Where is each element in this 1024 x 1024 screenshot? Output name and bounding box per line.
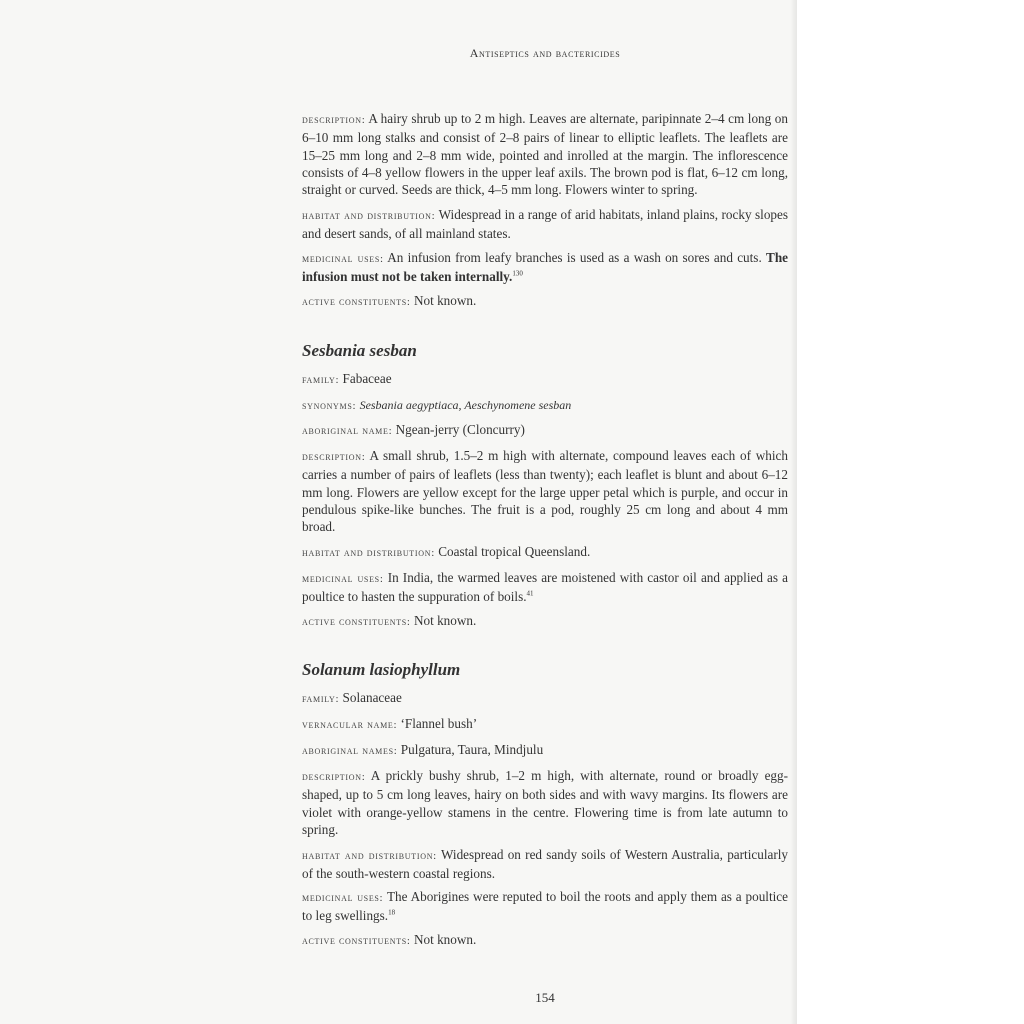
habitat-text: Coastal tropical Queensland. [438,544,591,559]
uses-label: medicinal uses: [302,253,384,265]
constituents-text: Not known. [414,613,477,628]
solanum-aboriginal-names [302,741,788,760]
sesbania-constituents [302,612,788,631]
solanum-description [302,767,788,838]
vernacular-label: vernacular name: [302,719,398,731]
vernacular-text: ‘Flannel bush’ [400,716,478,731]
family-label: family: [302,693,340,705]
family-label: family: [302,374,340,386]
page-margin-background [797,0,1024,1024]
habitat-label: habitat and distribution: [302,850,437,862]
constituents-label: active constituents: [302,616,411,628]
top-entry-habitat [302,206,788,243]
aboriginal-text: Ngean-jerry (Cloncurry) [395,422,525,437]
sesbania-description [302,447,788,535]
description-text: A small shrub, 1.5–2 m high with alternate, compound leaves each of which carries a number of pairs of leaflets (less than twenty); each leaflet is blunt and about 6–12 mm long. Flowers are yellow except for the large upper petal which is purple, and occur in pendulous spike-like bunches. The fruit is a pod, roughly 25 cm long and about 4 mm broad. [302,448,788,535]
description-label: description: [302,451,366,463]
solanum-vernacular-name [302,715,788,734]
habitat-label: habitat and distribution: [302,210,436,222]
footnote-ref: 41 [526,589,534,598]
description-label: description: [302,771,366,783]
description-label: description: [302,114,366,126]
species-heading-solanum: Solanum lasiophyllum [302,660,461,679]
constituents-text: Not known. [414,293,477,308]
solanum-family [302,689,788,708]
footnote-ref: 18 [388,908,396,917]
description-text: A hairy shrub up to 2 m high. Leaves are alternate, paripinnate 2–4 cm long on 6–10 mm long stalks and consist of 2–8 pairs of linear to elliptic leaflets. The leaflets are 15–25 mm long and 2–8 mm wide, pointed and inrolled at the margin. The inflorescence consists of 4–8 yellow flowers in the upper leaf axils. The brown pod is flat, 6–12 cm long, straight or curved. Seeds are thick, 4–5 mm long. Flowers winter to spring. [302,111,788,198]
top-entry-description [302,110,788,198]
uses-warning: The infusion must not be taken internally. [302,250,789,285]
running-head: Antiseptics and bactericides [469,46,621,60]
constituents-text: Not known. [414,932,477,947]
uses-label: medicinal uses: [302,573,384,585]
sesbania-aboriginal-name [302,421,788,440]
footnote-ref: 130 [512,269,523,278]
uses-text: In India, the warmed leaves are moistened with castor oil and applied as a poultice to hasten the suppuration of boils. [302,570,788,605]
sesbania-synonyms [302,396,788,415]
synonyms-label: synonyms: [302,400,357,412]
uses-text: The Aborigines were reputed to boil the roots and apply them as a poultice to leg swellings. [302,889,788,924]
synonyms-text: Sesbania aegyptiaca, Aeschynomene sesban [359,398,572,412]
family-text: Solanaceae [342,690,402,705]
solanum-constituents [302,931,788,950]
aboriginal-text: Pulgatura, Taura, Mindjulu [400,742,544,757]
habitat-text: Widespread on red sandy soils of Western Australia, particularly of the south-western coastal regions. [302,847,788,882]
solanum-uses [302,888,788,925]
sesbania-family [302,370,788,389]
sesbania-habitat [302,543,788,562]
family-text: Fabaceae [342,371,392,386]
uses-label: medicinal uses: [302,892,384,904]
aboriginal-label: aboriginal name: [302,425,393,437]
top-entry-constituents [302,292,788,311]
aboriginal-label: aboriginal names: [302,745,398,757]
constituents-label: active constituents: [302,296,411,308]
sesbania-uses [302,569,788,606]
top-entry-uses [302,249,788,286]
solanum-habitat [302,846,788,883]
habitat-label: habitat and distribution: [302,547,435,559]
uses-text: An infusion from leafy branches is used as a wash on sores and cuts. [387,250,762,265]
species-heading-sesbania: Sesbania sesban [302,341,417,360]
habitat-text: Widespread in a range of arid habitats, inland plains, rocky slopes and desert sands, of all mainland states. [302,207,789,242]
page-number: 154 [535,990,555,1005]
constituents-label: active constituents: [302,935,411,947]
description-text: A prickly bushy shrub, 1–2 m high, with alternate, round or broadly egg-shaped, up to 5 cm long leaves, hairy on both sides and with wavy margins. Its flowers are violet with orange-yellow stamens in the centre. Flowering time is from late autumn to spring. [302,768,788,837]
